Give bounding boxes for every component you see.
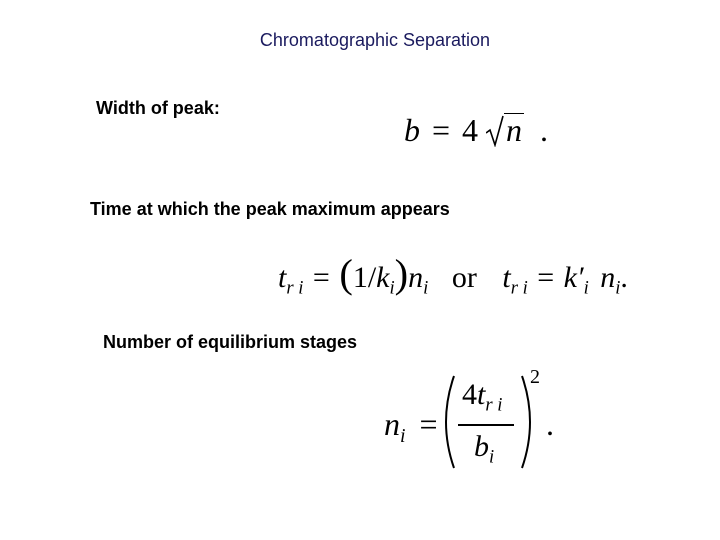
time-k: k: [376, 261, 390, 294]
time-end: .: [620, 261, 628, 294]
time-sub-ri-2: r i: [510, 277, 528, 299]
time-t-2: t: [502, 261, 511, 294]
width-radicand: n: [506, 112, 523, 148]
right-paren-icon: ): [394, 251, 409, 296]
time-n-sub-2: i: [615, 277, 621, 299]
time-equals: =: [312, 261, 330, 294]
stages-b-sub: i: [489, 446, 495, 468]
time-equation: [278, 250, 628, 297]
time-sub-ri: r i: [286, 277, 304, 299]
width-lhs: b: [404, 112, 420, 148]
stages-equation: [384, 366, 584, 482]
time-one-over: 1/: [352, 261, 377, 294]
fraction-bar: [458, 424, 514, 426]
big-left-paren-icon: [436, 374, 458, 470]
stages-num-coef: 4: [462, 378, 477, 411]
stages-heading: Number of equilibrium stages: [103, 332, 358, 352]
width-coefficient: 4: [462, 112, 479, 148]
time-k-sub: i: [389, 277, 395, 299]
stages-n-sub: i: [400, 424, 406, 447]
time-heading: Time at which the peak maximum appears: [90, 199, 450, 219]
time-or: or: [451, 261, 477, 294]
stages-t-sub: r i: [485, 394, 503, 416]
stages-b: b: [474, 430, 489, 463]
stages-exponent: 2: [530, 366, 540, 388]
width-heading: Width of peak:: [96, 98, 220, 118]
width-end: .: [540, 112, 549, 148]
slide-title: Chromatographic Separation: [259, 30, 491, 50]
stages-equals: =: [419, 406, 438, 442]
sqrt-sign-icon: [486, 112, 524, 149]
stages-n: n: [384, 406, 400, 442]
time-n-sub: i: [423, 277, 429, 299]
time-n-2: n: [600, 261, 616, 294]
time-kprime-sub: i: [583, 277, 589, 299]
left-paren-icon: (: [339, 251, 353, 296]
width-equation: [404, 112, 548, 149]
time-equals-2: =: [537, 261, 555, 294]
time-n: n: [408, 261, 424, 294]
stages-t: t: [477, 378, 486, 411]
stages-end: .: [546, 406, 554, 442]
time-t: t: [278, 261, 287, 294]
time-kprime: k′: [563, 261, 584, 294]
width-equals: =: [432, 112, 451, 148]
